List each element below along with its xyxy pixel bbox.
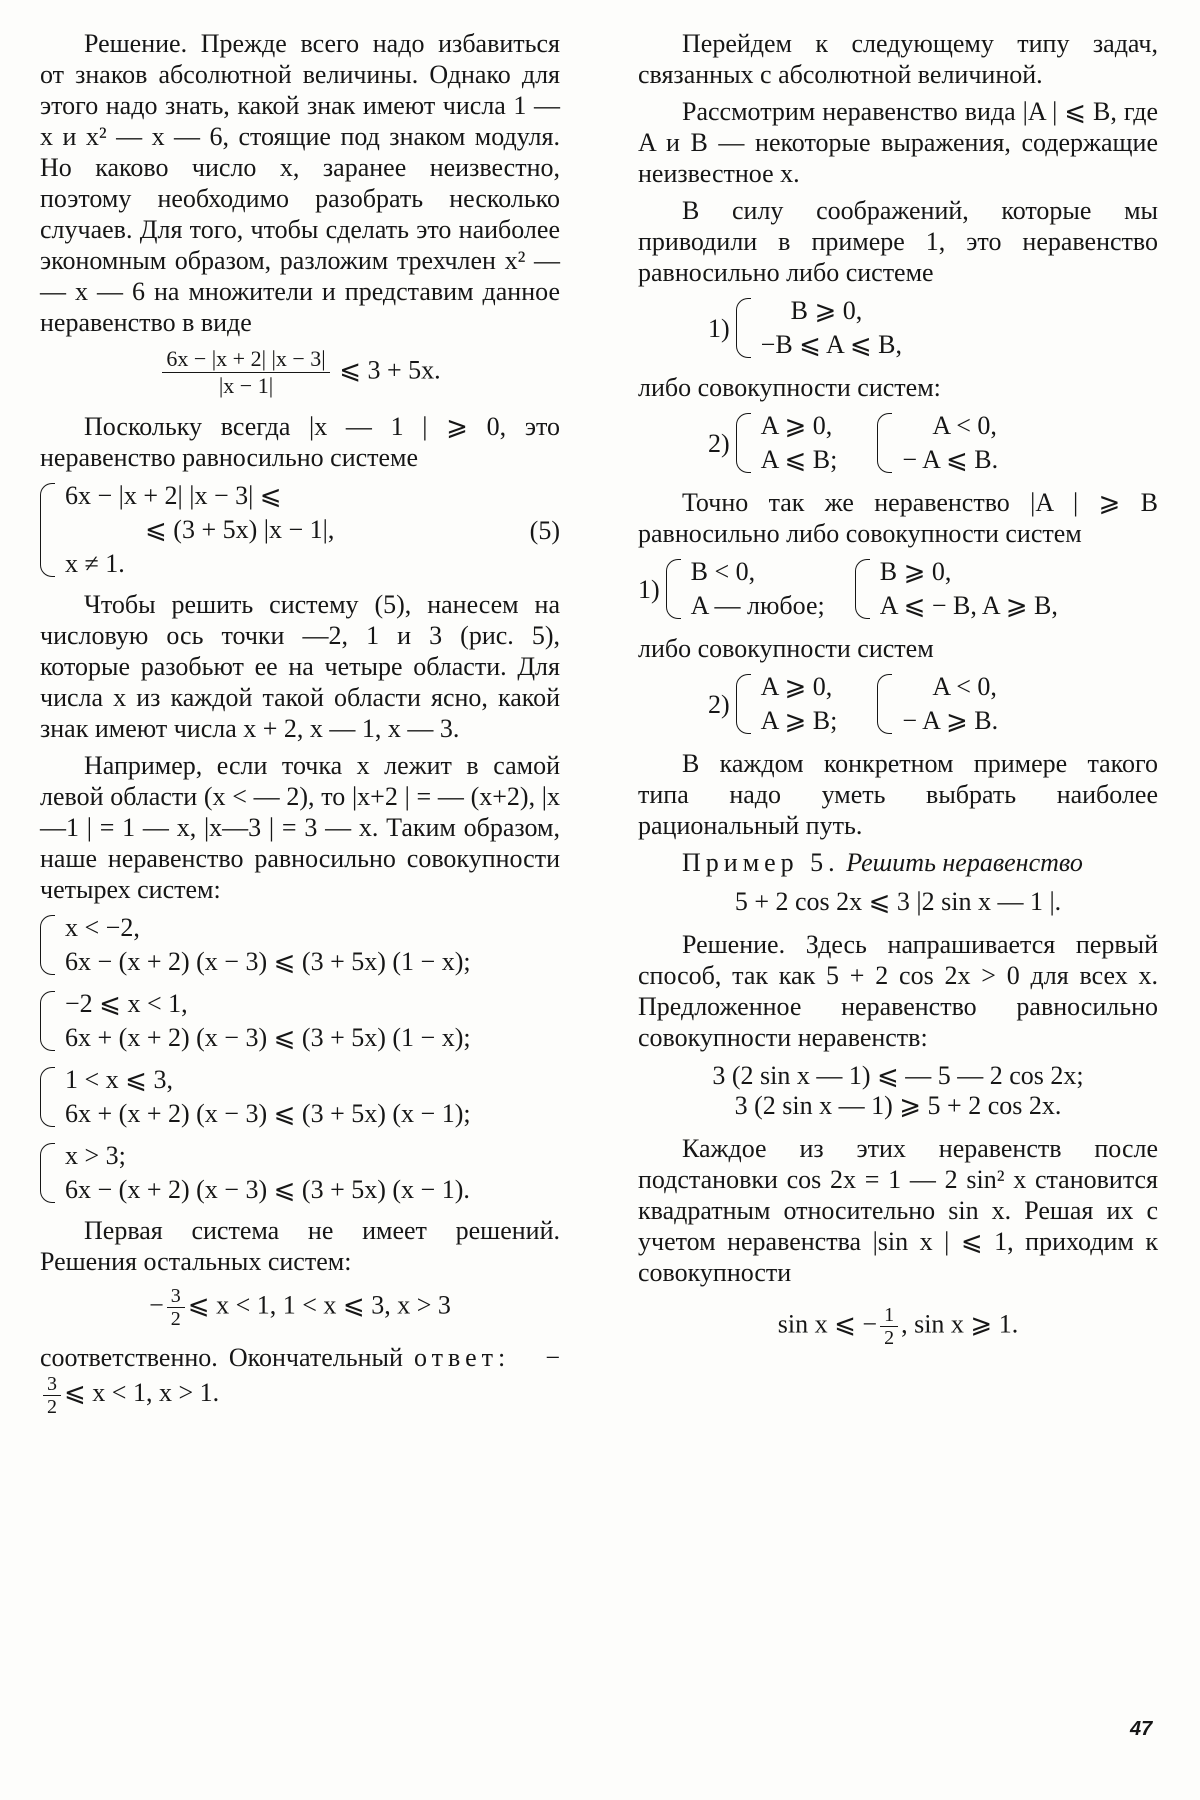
answer-intro: соответственно. Окончательный (40, 1343, 403, 1372)
system-line: 6x − |x + 2| |x − 3| ⩽ (65, 481, 282, 510)
example-task: Решить неравенство (846, 848, 1083, 877)
brace (40, 991, 55, 1051)
system (855, 555, 1058, 623)
system-line: B ⩾ 0, (790, 296, 863, 325)
example-formula: 5 + 2 cos 2x ⩽ 3 |2 sin x — 1 |. (734, 887, 1062, 916)
inequality-set (638, 1061, 1158, 1121)
minus: − (545, 1343, 561, 1372)
denominator: 2 (884, 1327, 895, 1349)
system-line: x ≠ 1. (65, 549, 125, 578)
case-1 (638, 294, 1158, 362)
numerator: 6x − |x + 2| |x − 3| (162, 346, 329, 373)
formula-part: , sin x ⩾ 1. (901, 1309, 1019, 1339)
brace (877, 413, 892, 473)
fraction (43, 1373, 61, 1418)
minus: − (149, 1290, 164, 1320)
case-label: 2) (708, 689, 730, 719)
system (877, 409, 998, 477)
example-heading (638, 847, 1158, 878)
system-line: − A ⩽ B. (902, 445, 999, 474)
system-line: 6x + (x + 2) (x − 3) ⩽ (3 + 5x) (1 − x); (65, 1023, 471, 1052)
system-b (40, 987, 560, 1055)
denominator: |x − 1| (218, 373, 274, 398)
fraction (167, 1285, 185, 1330)
numerator: 3 (167, 1285, 185, 1308)
system-line: A ⩾ B; (760, 706, 838, 735)
system-line: 1 < x ⩽ 3, (65, 1065, 173, 1094)
paragraph: Каждое из этих неравенств после подстановки cos 2x = 1 — 2 sin² x становится квадратным относительно sin x. Решая их с учетом неравенства |sin x | ⩽ 1, приходим к совокупности (638, 1134, 1158, 1287)
left-column (40, 28, 560, 1424)
system-line: 6x − (x + 2) (x − 3) ⩽ (3 + 5x) (x − 1). (65, 1175, 470, 1204)
system-c (40, 1063, 560, 1131)
system-line: − A ⩾ B. (902, 706, 999, 735)
answer-label: ответ: (413, 1343, 511, 1372)
page-number: 47 (1130, 1718, 1153, 1740)
brace (40, 483, 55, 577)
paragraph: Перейдем к следующему типу задач, связанных с абсолютной величиной. (638, 29, 1158, 89)
system-line: A ⩽ B; (760, 445, 838, 474)
brace (666, 559, 681, 619)
paragraph: Рассмотрим неравенство вида |A | ⩽ B, где A и B — некоторые выражения, содержащие неизвестное x. (638, 97, 1158, 188)
system-line: 6x + (x + 2) (x − 3) ⩽ (3 + 5x) (x − 1); (65, 1099, 471, 1128)
system-line: 6x − (x + 2) (x − 3) ⩽ (3 + 5x) (1 − x); (65, 947, 471, 976)
paragraph (40, 1342, 560, 1418)
system (736, 670, 838, 738)
system-line: A ⩽ − B, A ⩾ B, (879, 591, 1058, 620)
paragraph: Первая система не имеет решений. Решения остальных систем: (40, 1216, 560, 1276)
brace (736, 413, 751, 473)
numerator: 1 (880, 1304, 898, 1327)
case-2 (638, 409, 1158, 477)
denominator: 2 (170, 1308, 181, 1330)
paragraph: Решение. Прежде всего надо избавиться от знаков абсолютной величины. Однако для этого надо знать, какой знак имеют числа 1 — x и x² — x — 6, стоящие под знаком модуля. Но каково число x, заранее неизвестно, поэтому необходимо разобрать несколько случаев. Для того, чтобы сделать это наиболее экономным образом, разложим трехчлен x² — — x — 6 на множители и представим данное неравенство в виде (40, 29, 560, 337)
paragraph: В силу соображений, которые мы приводили в примере 1, это неравенство равносильно либо системе (638, 196, 1158, 287)
brace (40, 915, 55, 975)
numerator: 3 (43, 1373, 61, 1396)
system-line: A ⩾ 0, (760, 411, 833, 440)
solutions-rest: ⩽ x < 1, 1 < x ⩽ 3, x > 3 (187, 1290, 451, 1320)
system-line: A ⩾ 0, (760, 672, 833, 701)
system-a (40, 911, 560, 979)
answer-rest: ⩽ x < 1, x > 1. (64, 1378, 220, 1408)
example-label: Пример 5. (682, 848, 840, 877)
rhs: ⩽ 3 + 5x. (339, 355, 441, 385)
case-label: 1) (708, 313, 730, 343)
system-d (40, 1139, 560, 1207)
denominator: 2 (47, 1396, 57, 1418)
fraction-inequality (40, 346, 560, 399)
brace (736, 674, 751, 734)
fraction (162, 346, 329, 399)
brace (736, 298, 751, 358)
paragraph: Точно так же неравенство |A | ⩾ B равносильно либо совокупности систем (638, 488, 1158, 548)
case-label: 2) (708, 428, 730, 458)
system (736, 409, 838, 477)
system-line: A < 0, (932, 672, 997, 701)
system-line: A — любое; (690, 591, 825, 620)
system-line: B ⩾ 0, (879, 557, 952, 586)
solutions-formula (40, 1285, 560, 1330)
system (877, 670, 998, 738)
case-1b (638, 555, 1158, 623)
system (666, 555, 825, 623)
brace (877, 674, 892, 734)
system-line: B < 0, (690, 557, 756, 586)
system-line: x > 3; (65, 1141, 126, 1170)
system-line: A < 0, (932, 411, 997, 440)
case-label: 1) (638, 574, 660, 604)
formula-part: sin x ⩽ − (777, 1309, 878, 1339)
brace (40, 1067, 55, 1127)
formula-line: 3 (2 sin x — 1) ⩾ 5 + 2 cos 2x. (734, 1091, 1062, 1120)
system-line: ⩽ (3 + 5x) |x − 1|, (145, 515, 335, 544)
paragraph: Чтобы решить систему (5), нанесем на числовую ось точки —2, 1 и 3 (рис. 5), которые разобьют ее на четыре области. Для числа x из каждой такой области ясно, какой знак имеют числа x + 2, x — 1, x — 3. (40, 590, 560, 743)
equation-number: (5) (529, 515, 560, 545)
system-line: −B ⩽ A ⩽ B, (760, 330, 902, 359)
paragraph: либо совокупности систем: (638, 373, 941, 402)
fraction (880, 1304, 898, 1349)
case-2b (638, 670, 1158, 738)
paragraph: Решение. Здесь напрашивается первый способ, так как 5 + 2 cos 2x > 0 для всех x. Предложенное неравенство равносильно совокупности неравенств: (638, 930, 1158, 1052)
final-formula (638, 1304, 1158, 1349)
system (736, 294, 902, 362)
paragraph: либо совокупности систем (638, 634, 934, 663)
system-line: −2 ⩽ x < 1, (65, 989, 188, 1018)
paragraph: В каждом конкретном примере такого типа надо уметь выбрать наиболее рациональный путь. (638, 749, 1158, 840)
brace (855, 559, 870, 619)
right-column (638, 28, 1158, 1361)
system-line: x < −2, (65, 913, 140, 942)
paragraph: Например, если точка x лежит в самой левой области (x < — 2), то |x+2 | = — (x+2), |x—1 | = 1 — x, |x—3 | = 3 — x. Таким образом, наше неравенство равносильно совокупности четырех систем: (40, 751, 560, 904)
system-5 (40, 479, 560, 581)
formula-line: 3 (2 sin x — 1) ⩽ — 5 — 2 cos 2x; (712, 1061, 1084, 1090)
brace (40, 1143, 55, 1203)
paragraph: Поскольку всегда |x — 1 | ⩾ 0, это неравенство равносильно системе (40, 412, 560, 472)
